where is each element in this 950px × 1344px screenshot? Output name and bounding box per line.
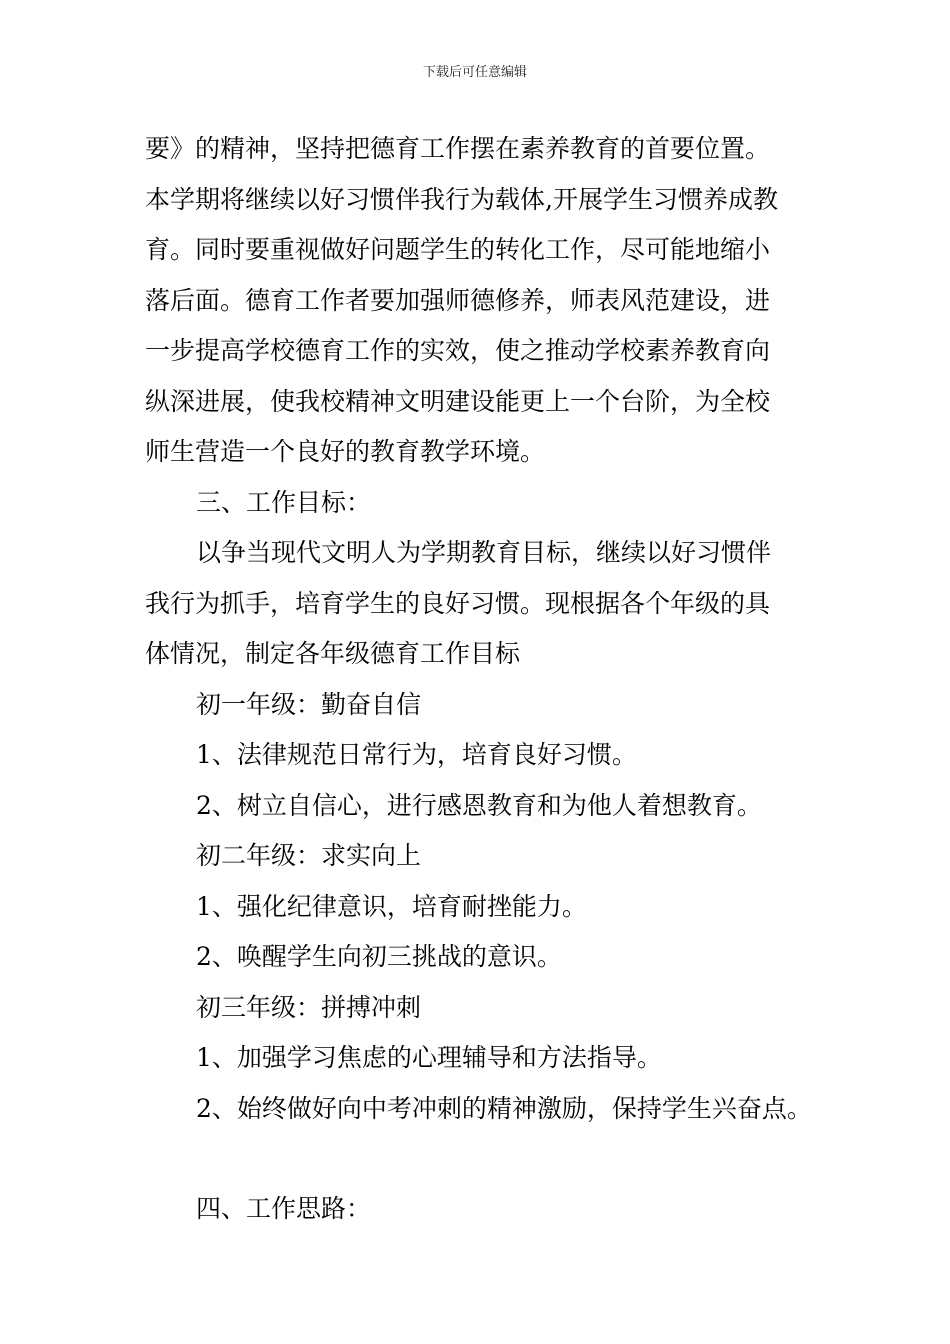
grade1-item: 2、树立自信心，进行感恩教育和为他人着想教育。 bbox=[196, 790, 762, 820]
grade1-title: 初一年级：勤奋自信 bbox=[196, 689, 422, 719]
paragraph-line: 育。同时要重视做好问题学生的转化工作，尽可能地缩小 bbox=[145, 235, 771, 264]
paragraph-line: 以争当现代文明人为学期教育目标，继续以好习惯伴 bbox=[196, 538, 772, 567]
paragraph-line: 我行为抓手，培育学生的良好习惯。现根据各个年级的具 bbox=[145, 588, 771, 618]
paragraph-line: 要》的精神，坚持把德育工作摆在素养教育的首要位置。 bbox=[145, 134, 771, 163]
document-body bbox=[145, 124, 825, 1235]
grade2-title: 初二年级：求实向上 bbox=[196, 841, 422, 870]
page-header-note: 下载后可任意编辑 bbox=[422, 65, 527, 80]
blank-line bbox=[145, 1134, 825, 1184]
grade3-title: 初三年级：拼搏冲刺 bbox=[196, 992, 422, 1022]
section-heading-approach: 四、工作思路： bbox=[196, 1194, 372, 1223]
grade1-item: 1、法律规范日常行为，培育良好习惯。 bbox=[196, 740, 637, 769]
paragraph-line: 落后面。德育工作者要加强师德修养，师表风范建设，进 bbox=[145, 285, 771, 315]
grade3-item: 2、始终做好向中考冲刺的精神激励，保持学生兴奋点。 bbox=[196, 1093, 812, 1123]
section-heading-goals: 三、工作目标： bbox=[196, 487, 372, 517]
paragraph-line: 体情况，制定各年级德育工作目标 bbox=[145, 639, 521, 668]
grade2-item: 1、强化纪律意识，培育耐挫能力。 bbox=[196, 891, 587, 921]
paragraph-line: 一步提高学校德育工作的实效，使之推动学校素养教育向 bbox=[145, 336, 771, 365]
paragraph-line: 本学期将继续以好习惯伴我行为载体,开展学生习惯养成教 bbox=[145, 184, 778, 214]
grade2-item: 2、唤醒学生向初三挑战的意识。 bbox=[196, 942, 562, 971]
grade3-item: 1、加强学习焦虑的心理辅导和方法指导。 bbox=[196, 1043, 662, 1072]
paragraph-line: 师生营造一个良好的教育教学环境。 bbox=[145, 437, 546, 466]
paragraph-line: 纵深进展，使我校精神文明建设能更上一个台阶，为全校 bbox=[145, 386, 771, 416]
